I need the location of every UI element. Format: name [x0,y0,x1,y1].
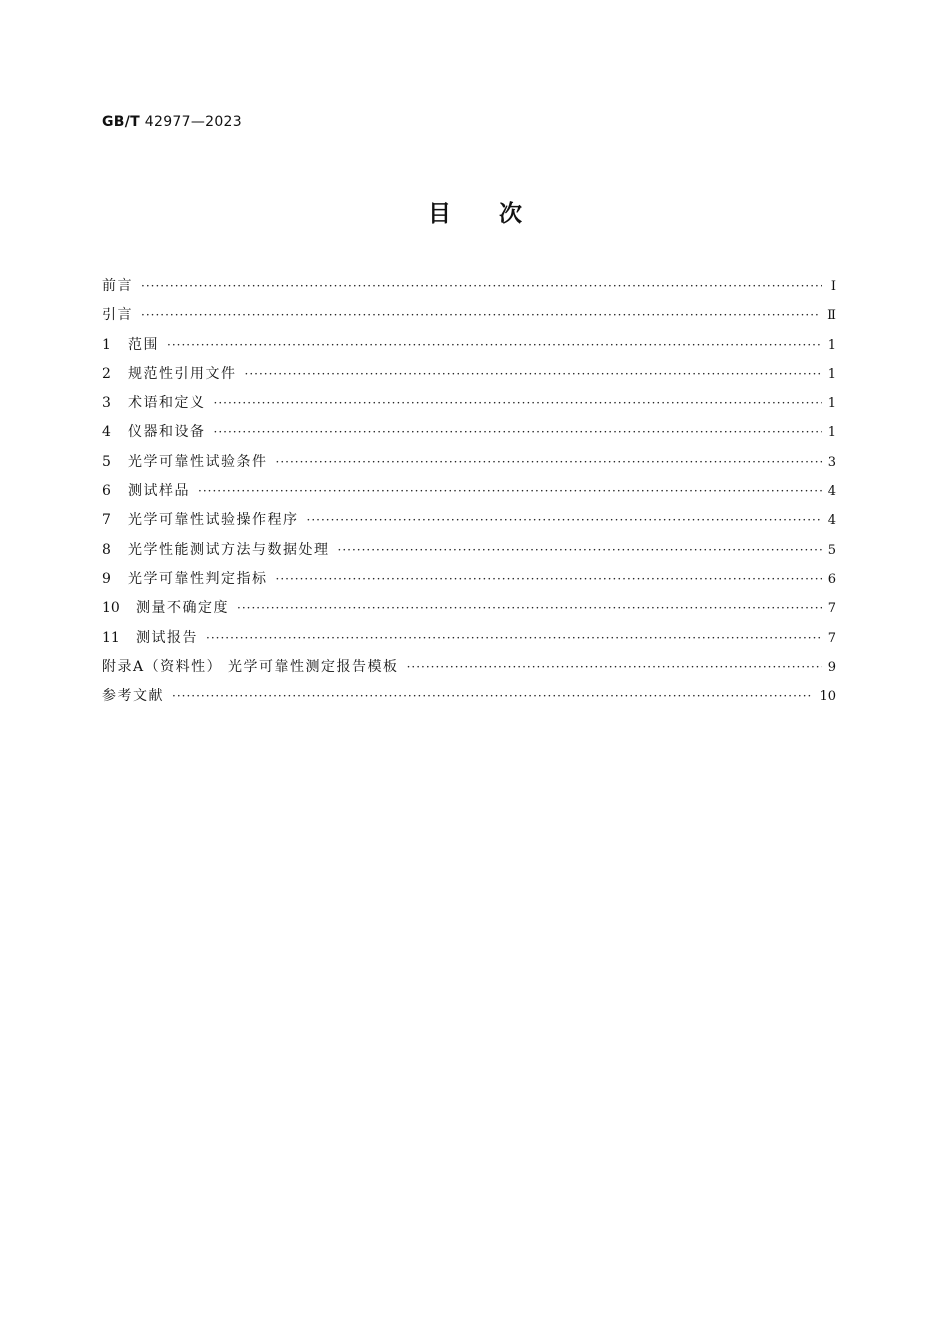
toc-entry-page: Ⅰ [830,279,836,294]
dot-leader [407,653,822,682]
toc-entry-test-conditions[interactable] [102,448,836,477]
toc-entry-page: 1 [827,396,836,412]
toc-entry-number: 9 [102,570,111,587]
standard-number: 42977—2023 [144,114,242,130]
dot-leader [276,565,822,594]
toc-entry-label: 仪器和设备 [128,424,206,441]
toc-entry-page: Ⅱ [827,308,836,324]
toc-entry-label: 参考文献 [102,688,164,705]
dot-leader [276,448,822,477]
dot-leader [338,536,822,565]
toc-entry-page: 1 [827,425,836,441]
toc-entry-introduction[interactable] [102,301,836,330]
toc-entry-label: 光学可靠性试验操作程序 [128,512,299,529]
dot-leader [214,389,822,418]
toc-entry-uncertainty[interactable] [102,594,836,623]
dot-leader [141,272,822,301]
toc-entry-bibliography[interactable] [102,682,836,711]
toc-entry-test-report[interactable] [102,624,836,653]
dot-leader [214,418,822,447]
toc-entry-test-methods[interactable] [102,536,836,565]
dot-leader [206,624,822,653]
dot-leader [307,506,822,535]
toc-entry-label: 测量不确定度 [136,600,229,617]
toc-entry-label: 光学可靠性试验条件 [128,453,268,470]
toc-entry-label: 范围 [128,336,159,353]
toc-entry-number: 7 [102,512,111,529]
toc-entry-number: 11 [102,629,120,646]
toc-entry-test-samples[interactable] [102,477,836,506]
toc-entry-page: 4 [827,513,836,529]
toc-entry-number: 5 [102,453,111,470]
dot-leader [172,682,813,711]
toc-entry-label: 测试样品 [128,483,190,500]
toc-entry-scope[interactable] [102,331,836,360]
toc-entry-label: 引言 [102,307,133,324]
toc-entry-instruments[interactable] [102,418,836,447]
toc-entry-foreword[interactable] [102,272,836,301]
toc-title: 目次 [428,201,570,227]
toc-entry-page: 10 [819,689,836,705]
standard-prefix: GB/T [102,114,141,130]
toc-entry-label: 附录A（资料性） 光学可靠性测定报告模板 [102,658,399,675]
toc-entry-label: 规范性引用文件 [128,365,237,382]
toc-entry-number: 10 [102,600,120,617]
toc-entry-page: 7 [827,601,836,617]
toc-entry-label: 光学可靠性判定指标 [128,570,268,587]
toc-entry-label: 测试报告 [136,629,198,646]
toc-entry-number: 4 [102,424,111,441]
dot-leader [167,331,822,360]
toc-entry-number: 8 [102,541,111,558]
dot-leader [245,360,822,389]
toc-entry-page: 3 [827,454,836,470]
toc-entry-number: 3 [102,395,111,412]
dot-leader [141,301,821,330]
toc-entry-page: 4 [827,484,836,500]
toc-entry-normative-references[interactable] [102,360,836,389]
toc-list [102,272,836,711]
toc-entry-annex-a[interactable] [102,653,836,682]
toc-entry-label: 术语和定义 [128,395,206,412]
document-code [102,114,242,130]
toc-entry-label: 光学性能测试方法与数据处理 [128,541,330,558]
toc-entry-number: 1 [102,336,111,353]
toc-entry-page: 9 [827,659,836,675]
toc-entry-page: 1 [827,366,836,382]
toc-entry-number: 6 [102,483,111,500]
toc-entry-page: 6 [827,571,836,587]
toc-entry-page: 7 [827,630,836,646]
toc-entry-label: 前言 [102,278,133,294]
dot-leader [237,594,822,623]
toc-entry-test-procedure[interactable] [102,506,836,535]
toc-entry-page: 1 [827,337,836,353]
dot-leader [198,477,822,506]
toc-entry-terms-definitions[interactable] [102,389,836,418]
toc-entry-judgement-criteria[interactable] [102,565,836,594]
toc-entry-page: 5 [827,542,836,558]
toc-entry-number: 2 [102,365,111,382]
